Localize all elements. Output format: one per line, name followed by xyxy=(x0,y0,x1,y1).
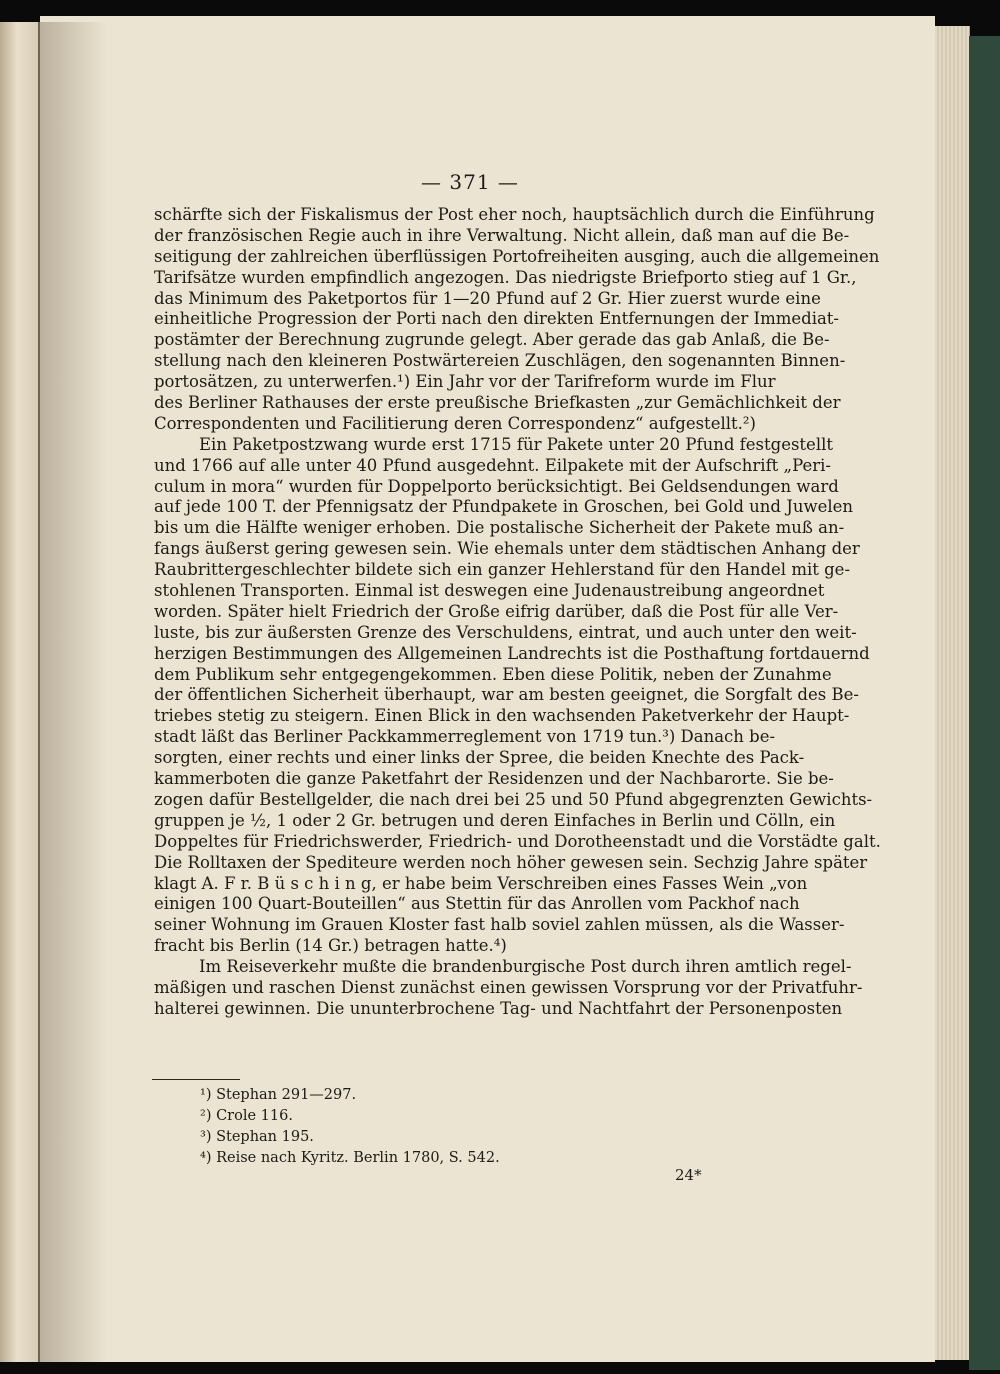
text-line: seiner Wohnung im Grauen Kloster fast halb soviel zahlen müssen, als die Wasser- xyxy=(154,915,845,935)
page-stack-edge xyxy=(935,26,970,1360)
text-line: triebes stetig zu steigern. Einen Blick in den wachsenden Paketverkehr der Haupt- xyxy=(154,706,850,726)
body-text xyxy=(154,205,881,1020)
footnote: ¹) Stephan 291—297. xyxy=(200,1087,357,1103)
text-line: der öffentlichen Sicherheit überhaupt, war am besten geeignet, die Sorgfalt des Be- xyxy=(154,685,859,705)
text-line: Im Reiseverkehr mußte die brandenburgische Post durch ihren amtlich regel- xyxy=(199,957,852,977)
text-line: einheitliche Progression der Porti nach den direkten Entfernungen der Immediat- xyxy=(154,309,840,329)
text-line: kammerboten die ganze Paketfahrt der Residenzen und der Nachbarorte. Sie be- xyxy=(154,769,834,789)
text-line: auf jede 100 T. der Pfennigsatz der Pfundpakete in Groschen, bei Gold und Juwelen xyxy=(154,497,854,517)
signature-mark: 24* xyxy=(675,1166,702,1184)
page-number: — 371 — xyxy=(421,170,519,194)
facing-page-edge xyxy=(0,22,40,1362)
footnote: ²) Crole 116. xyxy=(200,1108,293,1124)
text-line: einigen 100 Quart-Bouteillen“ aus Stettin für das Anrollen vom Packhof nach xyxy=(154,894,800,914)
text-line: klagt A. F r. B ü s c h i n g, er habe beim Verschreiben eines Fasses Wein „von xyxy=(154,873,808,893)
text-line: der französischen Regie auch in ihre Verwaltung. Nicht allein, daß man auf die Be- xyxy=(154,225,850,245)
text-line: und 1766 auf alle unter 40 Pfund ausgedehnt. Eilpakete mit der Aufschrift „Peri- xyxy=(154,455,831,475)
text-line: postämter der Berechnung zugrunde gelegt. Aber gerade das gab Anlaß, die Be- xyxy=(154,330,830,350)
text-line: Die Rolltaxen der Spediteure werden noch höher gewesen sein. Sechzig Jahre später xyxy=(154,852,868,872)
text-line: Tarifsätze wurden empfindlich angezogen. Das niedrigste Briefporto stieg auf 1 Gr., xyxy=(154,267,857,287)
text-line: halterei gewinnen. Die ununterbrochene Tag- und Nachtfahrt der Personenposten xyxy=(154,998,843,1018)
text-line: stohlenen Transporten. Einmal ist deswegen eine Judenaustreibung angeordnet xyxy=(154,581,825,601)
text-line: des Berliner Rathauses der erste preußische Briefkasten „zur Gemächlichkeit der xyxy=(154,393,841,413)
text-line: portosätzen, zu unterwerfen.¹) Ein Jahr vor der Tarifreform wurde im Flur xyxy=(154,372,776,392)
text-line: Ein Paketpostzwang wurde erst 1715 für Pakete unter 20 Pfund festgestellt xyxy=(199,434,834,454)
text-line: schärfte sich der Fiskalismus der Post eher noch, hauptsächlich durch die Einführung xyxy=(154,205,875,224)
footnotes xyxy=(200,1085,760,1169)
text-line: Correspondenten und Facilitierung deren Correspondenz“ aufgestellt.²) xyxy=(154,413,756,433)
text-line: mäßigen und raschen Dienst zunächst einen gewissen Vorsprung vor der Privatfuhr- xyxy=(154,977,863,997)
text-line: stadt läßt das Berliner Packkammerreglement von 1719 tun.³) Danach be- xyxy=(154,727,776,747)
text-line: fracht bis Berlin (14 Gr.) betragen hatte.⁴) xyxy=(154,936,507,956)
text-line: bis um die Hälfte weniger erhoben. Die postalische Sicherheit der Pakete muß an- xyxy=(154,518,845,538)
footnote-separator xyxy=(152,1079,240,1080)
text-line: luste, bis zur äußersten Grenze des Verschuldens, eintrat, und auch unter den weit- xyxy=(154,622,857,642)
footnote: ³) Stephan 195. xyxy=(200,1129,314,1145)
text-line: herzigen Bestimmungen des Allgemeinen Landrechts ist die Posthaftung fortdauernd xyxy=(154,643,870,663)
text-line: culum in mora“ wurden für Doppelporto berücksichtigt. Bei Geldsendungen ward xyxy=(154,476,839,496)
footnote: ⁴) Reise nach Kyritz. Berlin 1780, S. 542. xyxy=(200,1150,500,1166)
text-line: dem Publikum sehr entgegengekommen. Eben diese Politik, neben der Zunahme xyxy=(154,664,832,684)
text-line: stellung nach den kleineren Postwärtereien Zuschlägen, den sogenannten Binnen- xyxy=(154,351,846,371)
text-line: fangs äußerst gering gewesen sein. Wie ehemals unter dem städtischen Anhang der xyxy=(154,539,860,559)
text-line: Raubrittergeschlechter bildete sich ein ganzer Hehlerstand für den Handel mit ge- xyxy=(154,560,851,580)
text-line: zogen dafür Bestellgelder, die nach drei bei 25 und 50 Pfund abgegrenzten Gewichts- xyxy=(154,789,873,809)
text-line: gruppen je ½, 1 oder 2 Gr. betrugen und deren Einfaches in Berlin und Cölln, ein xyxy=(154,810,836,830)
text-line: worden. Später hielt Friedrich der Große eifrig darüber, daß die Post für alle Ver- xyxy=(154,601,839,621)
text-line: das Minimum des Paketportos für 1—20 Pfund auf 2 Gr. Hier zuerst wurde eine xyxy=(154,288,821,308)
book-cover-edge xyxy=(969,36,1000,1370)
text-line: sorgten, einer rechts und einer links der Spree, die beiden Knechte des Pack- xyxy=(154,748,805,768)
text-line: Doppeltes für Friedrichswerder, Friedrich- und Dorotheenstadt und die Vorstädte galt. xyxy=(154,831,881,851)
text-line: seitigung der zahlreichen überflüssigen Portofreiheiten ausging, auch die allgemeinen xyxy=(154,246,880,266)
